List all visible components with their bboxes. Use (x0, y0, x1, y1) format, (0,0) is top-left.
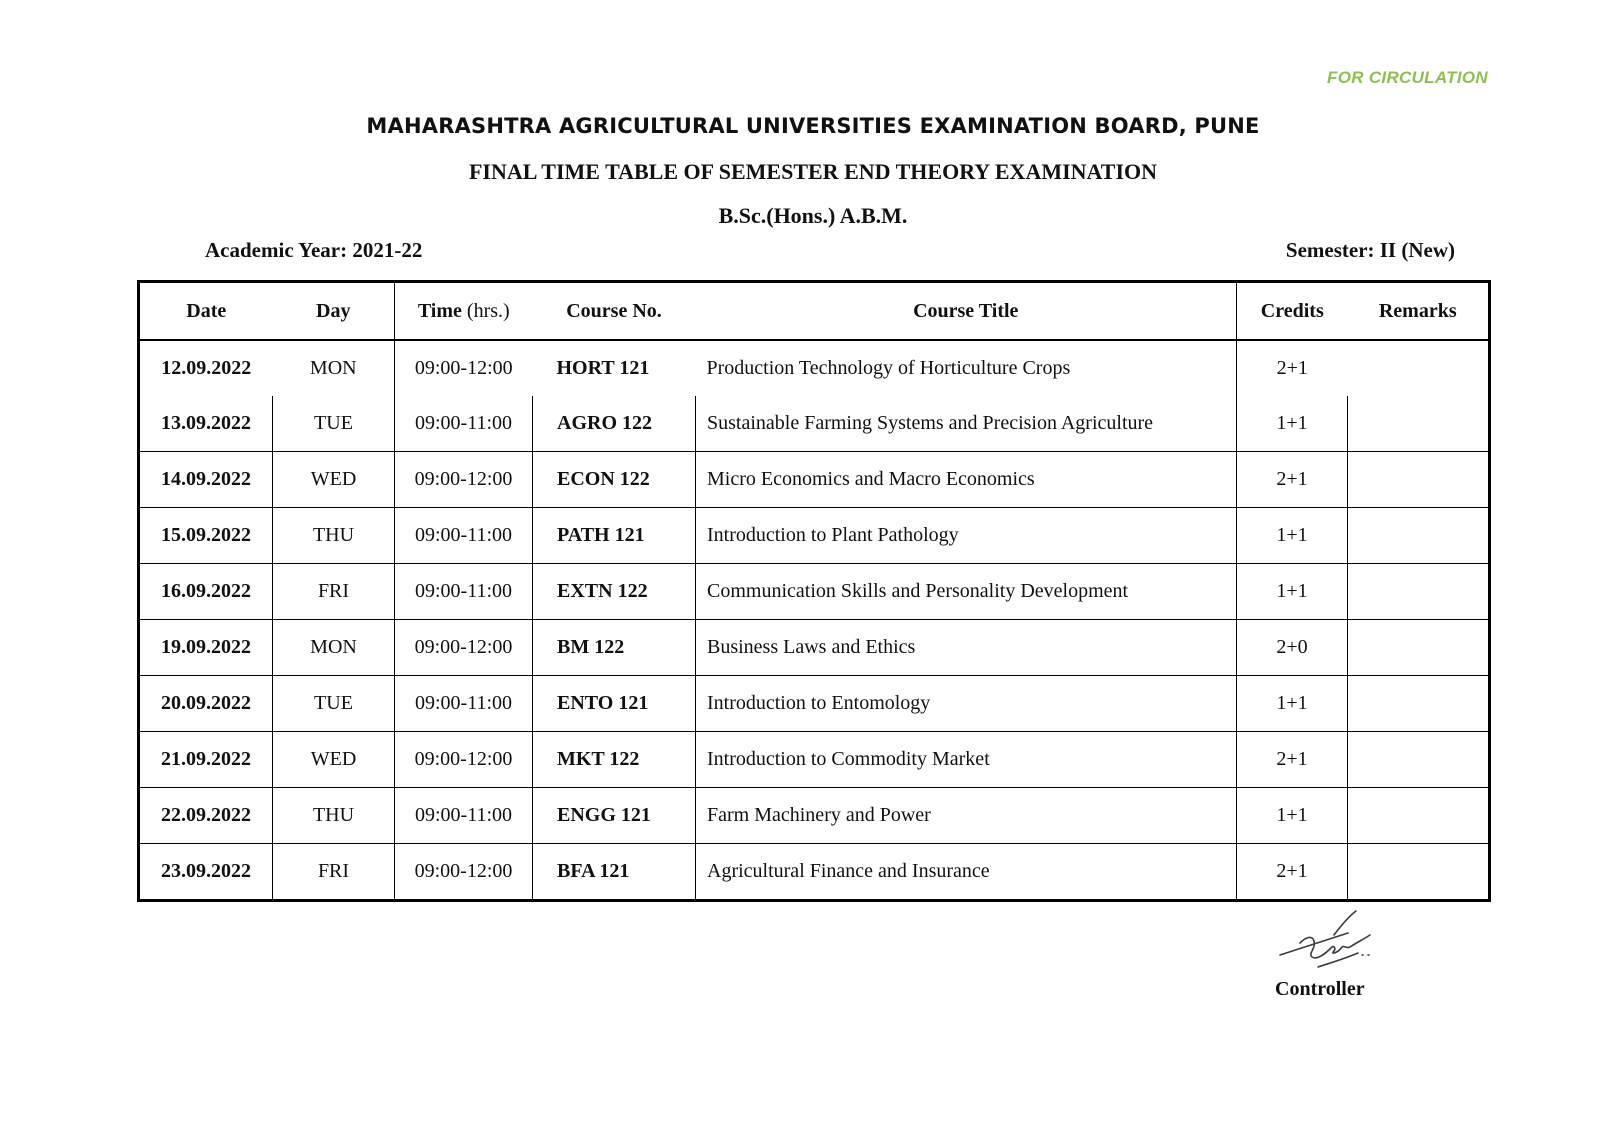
cell-credits: 2+1 (1237, 340, 1348, 396)
cell-date: 16.09.2022 (139, 564, 273, 620)
cell-time: 09:00-11:00 (395, 676, 533, 732)
col-header-time-unit: (hrs.) (461, 299, 510, 322)
cell-course-title: Farm Machinery and Power (696, 788, 1237, 844)
cell-course-no: ECON 122 (533, 452, 696, 508)
cell-day: TUE (273, 396, 395, 452)
cell-time: 09:00-11:00 (395, 396, 533, 452)
cell-date: 19.09.2022 (139, 620, 273, 676)
cell-remarks (1348, 508, 1490, 564)
col-header-credits: Credits (1237, 282, 1348, 341)
cell-time: 09:00-11:00 (395, 788, 533, 844)
signature (1278, 905, 1388, 980)
cell-course-title: Introduction to Plant Pathology (696, 508, 1237, 564)
cell-time: 09:00-12:00 (395, 340, 533, 396)
cell-date: 22.09.2022 (139, 788, 273, 844)
table-row (139, 340, 1490, 396)
col-header-course-no: Course No. (533, 282, 696, 341)
academic-year: Academic Year: 2021-22 (205, 238, 423, 262)
table-row (139, 452, 1490, 508)
program-title: B.Sc.(Hons.) A.B.M. (718, 203, 908, 228)
circulation-label: FOR CIRCULATION (1327, 68, 1488, 87)
cell-remarks (1348, 844, 1490, 901)
cell-course-title: Business Laws and Ethics (696, 620, 1237, 676)
cell-date: 12.09.2022 (161, 357, 252, 379)
cell-course-no: BM 122 (533, 620, 696, 676)
table-row (139, 396, 1490, 452)
cell-time: 09:00-11:00 (395, 508, 533, 564)
table-row (139, 676, 1490, 732)
cell-remarks (1348, 340, 1490, 396)
cell-course-no: ENTO 121 (533, 676, 696, 732)
cell-date: 21.09.2022 (139, 732, 273, 788)
cell-time: 09:00-12:00 (395, 732, 533, 788)
cell-date: 13.09.2022 (161, 412, 251, 434)
cell-day: TUE (273, 676, 395, 732)
col-header-time-label: Time (417, 299, 462, 322)
cell-course-no: MKT 122 (533, 732, 696, 788)
semester: Semester: II (New) (1285, 238, 1455, 262)
table-header-row (139, 282, 1490, 341)
cell-course-no: ENGG 121 (533, 788, 696, 844)
col-header-time (395, 282, 533, 341)
timetable-title: FINAL TIME TABLE OF SEMESTER END THEORY EXAMINATION (468, 159, 1158, 184)
cell-remarks (1348, 396, 1490, 452)
cell-day: MON (273, 620, 395, 676)
col-header-day: Day (273, 282, 395, 341)
cell-time: 09:00-12:00 (395, 620, 533, 676)
cell-course-title: Communication Skills and Personality Development (696, 564, 1237, 620)
cell-credits: 1+1 (1237, 396, 1348, 452)
cell-course-no: AGRO 122 (533, 396, 696, 452)
cell-credits: 2+0 (1237, 620, 1348, 676)
cell-remarks (1348, 452, 1490, 508)
cell-date: 20.09.2022 (139, 676, 273, 732)
cell-course-title: Introduction to Commodity Market (696, 732, 1237, 788)
cell-credits: 1+1 (1237, 676, 1348, 732)
table-row (139, 508, 1490, 564)
col-header-date: Date (139, 282, 273, 341)
cell-credits: 1+1 (1237, 508, 1348, 564)
cell-course-title: Introduction to Entomology (696, 676, 1237, 732)
cell-remarks (1348, 676, 1490, 732)
exam-timetable (137, 280, 1491, 902)
cell-credits: 2+1 (1237, 732, 1348, 788)
table-row (139, 564, 1490, 620)
cell-course-title: Micro Economics and Macro Economics (696, 452, 1237, 508)
cell-course-title: Production Technology of Horticulture Crops (706, 357, 1071, 379)
col-header-remarks: Remarks (1348, 282, 1490, 341)
col-header-course-title: Course Title (696, 282, 1237, 341)
cell-course-no: PATH 121 (533, 508, 696, 564)
table-row (139, 788, 1490, 844)
cell-time: 09:00-12:00 (395, 452, 533, 508)
cell-day: MON (309, 357, 357, 379)
cell-date: 15.09.2022 (139, 508, 273, 564)
table-row (139, 732, 1490, 788)
cell-credits: 2+1 (1237, 844, 1348, 901)
table-row (139, 844, 1490, 901)
cell-day: FRI (273, 844, 395, 901)
cell-day: FRI (273, 564, 395, 620)
cell-remarks (1348, 732, 1490, 788)
cell-day: THU (273, 508, 395, 564)
cell-day: WED (273, 732, 395, 788)
cell-credits: 1+1 (1237, 564, 1348, 620)
cell-time: 09:00-11:00 (395, 564, 533, 620)
cell-remarks (1348, 788, 1490, 844)
cell-remarks (1348, 564, 1490, 620)
cell-day: THU (273, 788, 395, 844)
cell-course-title: Agricultural Finance and Insurance (696, 844, 1237, 901)
controller-label: Controller (1275, 978, 1365, 1000)
cell-remarks (1348, 620, 1490, 676)
cell-course-no: HORT 121 (556, 357, 650, 379)
cell-course-no: BFA 121 (533, 844, 696, 901)
cell-credits: 2+1 (1237, 452, 1348, 508)
cell-time: 09:00-12:00 (395, 844, 533, 901)
cell-course-title: Sustainable Farming Systems and Precision Agriculture (696, 396, 1237, 452)
cell-credits: 1+1 (1237, 788, 1348, 844)
cell-day: WED (273, 452, 395, 508)
table-row (139, 620, 1490, 676)
board-title: MAHARASHTRA AGRICULTURAL UNIVERSITIES EXAMINATION BOARD, PUNE (366, 114, 1260, 138)
cell-course-no: EXTN 122 (533, 564, 696, 620)
cell-date: 14.09.2022 (139, 452, 273, 508)
cell-date: 23.09.2022 (139, 844, 273, 901)
